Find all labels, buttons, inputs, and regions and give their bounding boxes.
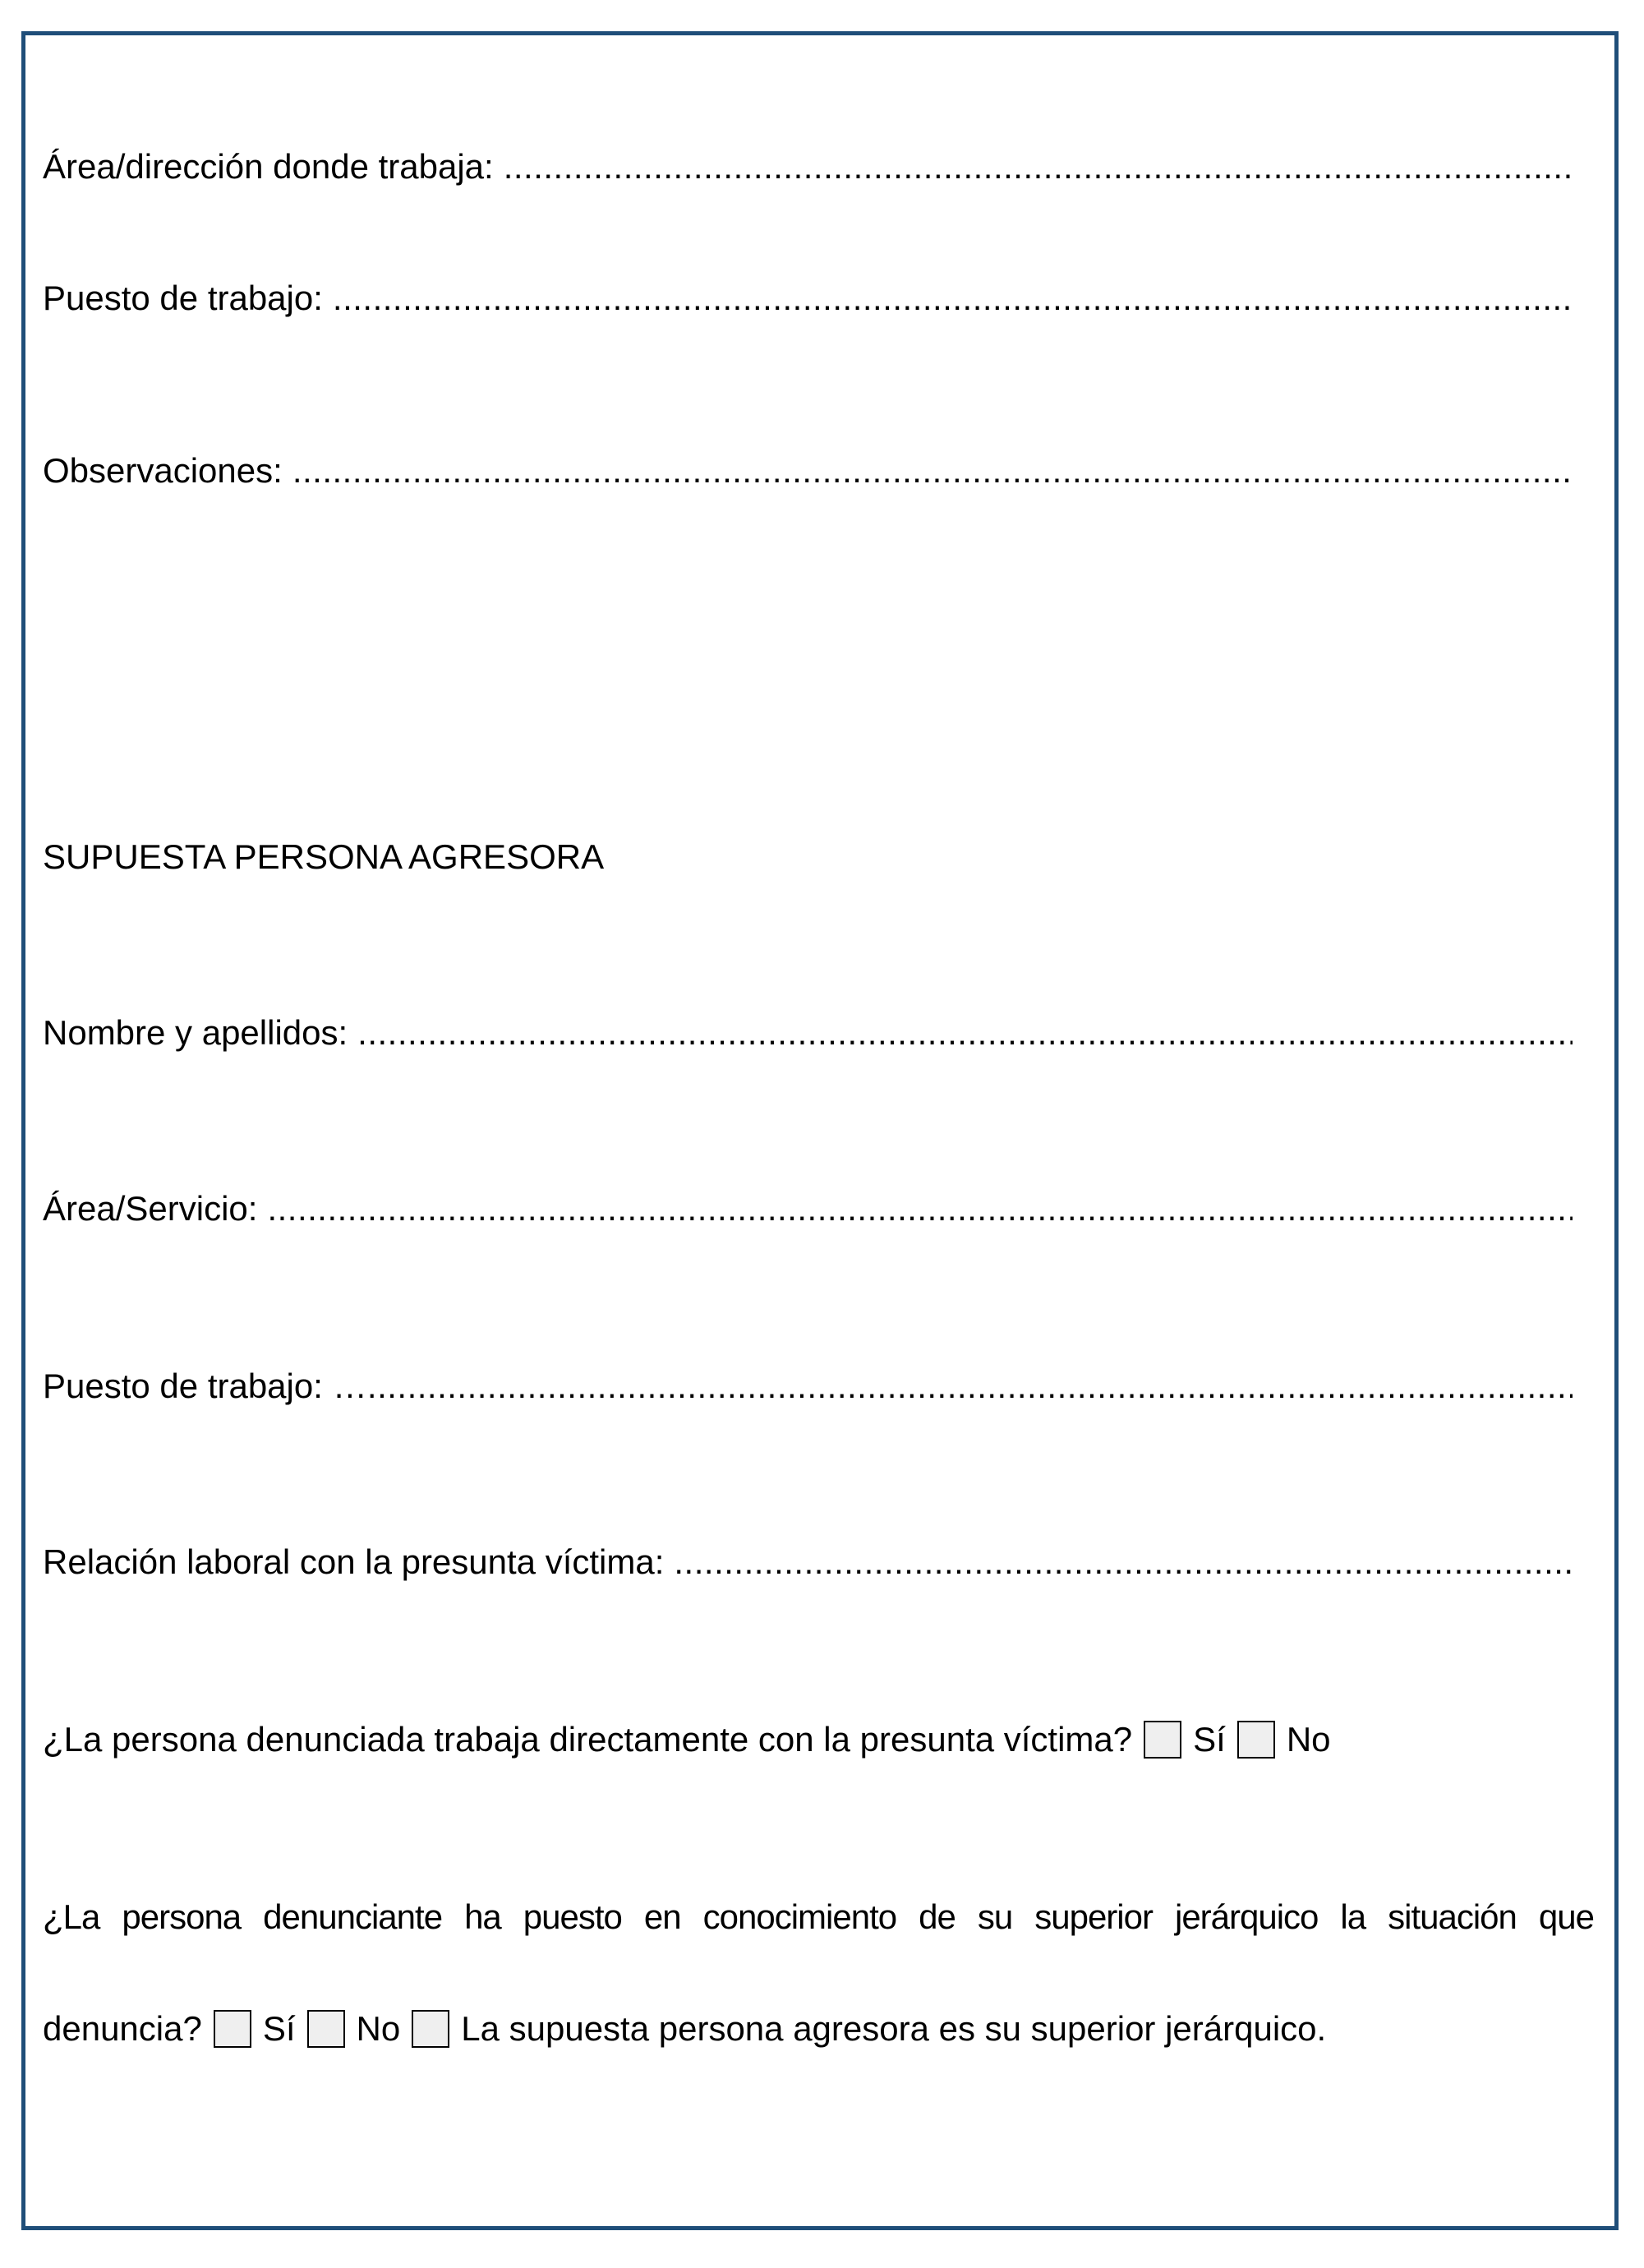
q2-text: ¿La persona denunciante ha puesto en conocimiento de su superior jerárquico la situación que: [43, 1897, 1594, 1936]
q1-text: ¿La persona denunciada trabaja directamente con la presunta víctima?: [43, 1720, 1133, 1759]
area-direccion-label: Área/dirección donde trabaja:: [43, 147, 494, 186]
q2-text-cont: denuncia?: [43, 2009, 202, 2048]
q2-yes-checkbox[interactable]: [214, 2010, 251, 2048]
nombre-apellidos-label: Nombre y apellidos:: [43, 1013, 348, 1052]
puesto-victima-dotted-line[interactable]: [333, 278, 1573, 319]
q1-no-label: No: [1286, 1720, 1331, 1759]
area-servicio-label: Área/Servicio:: [43, 1189, 258, 1228]
puesto-agresora-label: Puesto de trabajo:: [43, 1367, 323, 1405]
q2-no-label: No: [356, 2009, 401, 2048]
nombre-apellidos-dotted-line[interactable]: [357, 1012, 1573, 1053]
question-trabaja-directamente: [43, 1719, 1331, 1760]
field-relacion-laboral[interactable]: [43, 1542, 1573, 1583]
q2-superior-label: La supuesta persona agresora es su superior jerárquico.: [461, 2009, 1327, 2048]
q2-no-checkbox[interactable]: [307, 2010, 345, 2048]
observaciones-label: Observaciones:: [43, 451, 283, 490]
question-conocimiento-superior: [43, 1897, 1594, 1938]
puesto-agresora-dotted-line[interactable]: [367, 1366, 1573, 1407]
q2-yes-label: Sí: [262, 2009, 296, 2048]
field-area-direccion[interactable]: [43, 146, 1573, 187]
relacion-laboral-label: Relación laboral con la presunta víctima:: [43, 1542, 665, 1581]
area-direccion-dotted-line[interactable]: [504, 146, 1573, 187]
puesto-victima-label: Puesto de trabajo:: [43, 279, 323, 317]
field-puesto-agresora[interactable]: [43, 1366, 1573, 1407]
field-puesto-victima[interactable]: [43, 278, 1573, 319]
q2-superior-checkbox[interactable]: [412, 2010, 449, 2048]
puesto-agresora-ellipsis: …: [332, 1367, 367, 1405]
field-observaciones[interactable]: [43, 450, 1573, 491]
question-conocimiento-options: [43, 2008, 1326, 2049]
q1-yes-label: Sí: [1193, 1720, 1226, 1759]
q1-yes-checkbox[interactable]: [1144, 1721, 1181, 1759]
field-area-servicio[interactable]: [43, 1188, 1573, 1229]
observaciones-dotted-line[interactable]: [292, 450, 1573, 491]
field-nombre-apellidos[interactable]: [43, 1012, 1573, 1053]
section-heading-agresora: SUPUESTA PERSONA AGRESORA: [43, 837, 605, 876]
relacion-laboral-dotted-line[interactable]: [674, 1542, 1573, 1583]
q1-no-checkbox[interactable]: [1237, 1721, 1275, 1759]
area-servicio-dotted-line[interactable]: [267, 1188, 1573, 1229]
